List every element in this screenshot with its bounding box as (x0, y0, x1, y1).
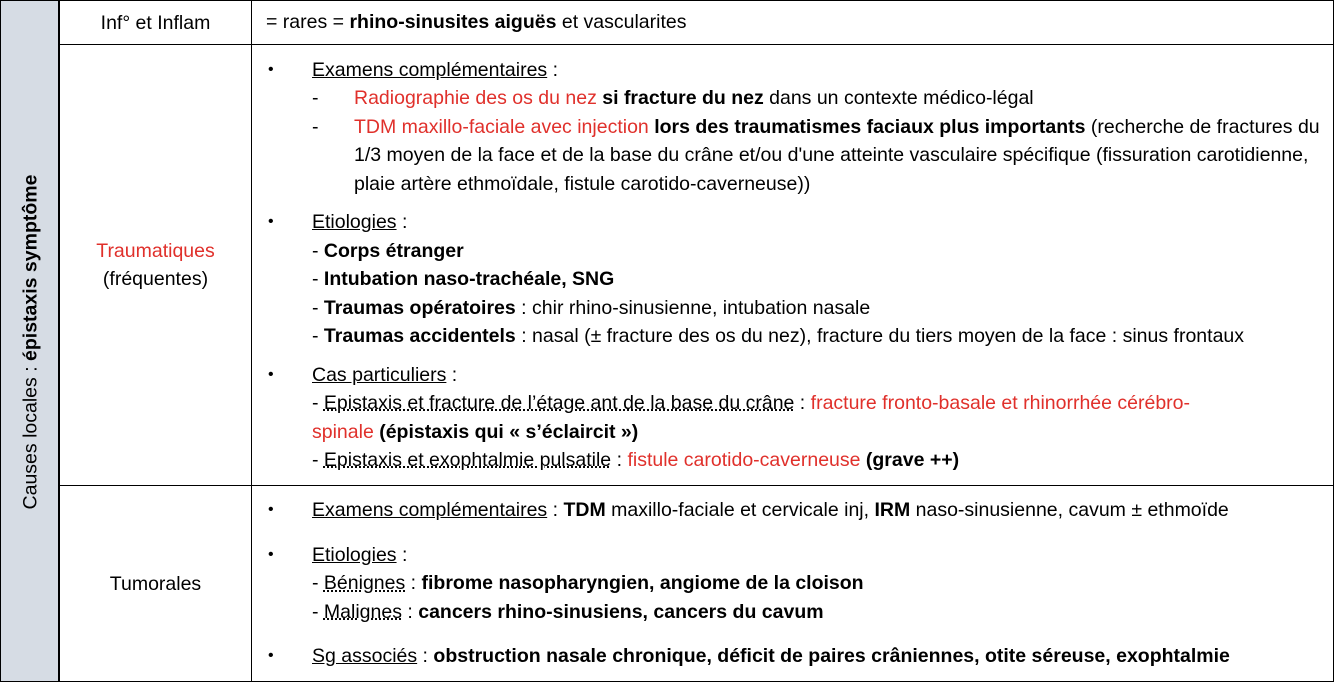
trauma-exam-1 (312, 84, 1329, 113)
dash: - (312, 296, 319, 319)
tumor-benign-bold: fibrome nasopharyngien, angiome de la cloison (421, 572, 864, 595)
row-traumatic (60, 45, 1334, 486)
tumor-malignant-bold: cancers rhino-sinusiens, cancers du cavum (418, 600, 824, 623)
colon: : (396, 543, 408, 566)
trauma-etio1: Corps étranger (323, 239, 464, 262)
infl-post: et vascularites (556, 11, 687, 34)
cell-infl-content (252, 1, 1334, 45)
dash: - (312, 268, 319, 290)
side-label (20, 175, 43, 510)
trauma-etio4-post: : nasal (± fracture des os du nez), fracture du tiers moyen de la face : sinus frontaux (515, 325, 1245, 347)
colon: : (547, 58, 559, 81)
trauma-etio-head: Etiologies (312, 211, 397, 233)
dash: - (312, 115, 319, 138)
bullet-icon: • (268, 60, 274, 78)
tumor-benign-label: Bénignes (323, 572, 406, 595)
trauma-cas1-red: fracture fronto-basale et rhinorrhée cérébro- (810, 392, 1191, 414)
tumor-exams (266, 496, 1329, 525)
trauma-exam1-bold: si fracture du nez (596, 87, 764, 109)
cell-tumor-content (252, 486, 1334, 682)
tumor-malignant-label: Malignes (323, 600, 402, 623)
trauma-etio3-post: : chir rhino-sinusienne, intubation nasale (515, 296, 871, 319)
cell-tumor-label (60, 486, 252, 682)
bullet-icon: • (268, 501, 274, 519)
trauma-cas1-dotted: Epistaxis et fracture de l’étage ant de la base du crâne (323, 392, 795, 414)
dash: - (312, 325, 319, 347)
tumor-exam-b2: IRM (874, 499, 911, 522)
tumor-label: Tumorales (109, 572, 202, 595)
tumor-etio-head: Etiologies (312, 543, 397, 566)
trauma-exam-2 (312, 113, 1329, 199)
trauma-etio2: Intubation naso-trachéale, SNG (323, 268, 615, 290)
row-tumoral (60, 486, 1334, 682)
cell-infl-label (60, 1, 252, 45)
trauma-exam2-bold: lors des traumatismes faciaux plus importants (648, 115, 1086, 138)
infl-label: Inf° et Inflam (100, 11, 211, 34)
trauma-cas1-bold: (épistaxis qui « s’éclaircit ») (379, 420, 639, 443)
trauma-cas2-bold: (grave ++) (865, 449, 960, 471)
tumor-exam-head: Examens complémentaires (312, 499, 548, 522)
colon: : (794, 392, 811, 414)
trauma-cas1-red2: spinale (312, 420, 374, 443)
side-header (0, 0, 59, 682)
dash: - (312, 87, 319, 109)
trauma-exams (266, 56, 1329, 199)
bullet-icon: • (268, 647, 274, 665)
cell-trauma-content (252, 45, 1334, 486)
row-inflammatory (60, 1, 1334, 45)
colon: : (446, 363, 458, 386)
trauma-exam1-post: dans un contexte médico-légal (763, 87, 1034, 109)
dash: - (312, 600, 319, 623)
colon: : (405, 572, 422, 595)
trauma-exam1-red: Radiographie des os du nez (354, 87, 597, 109)
trauma-sublabel: (fréquentes) (102, 268, 209, 290)
dash: - (312, 572, 319, 595)
bullet-icon: • (268, 365, 274, 383)
trauma-etio4-bold: Traumas accidentels (323, 325, 516, 347)
colon: : (417, 645, 434, 668)
colon: : (611, 449, 628, 471)
trauma-cas2-dotted: Epistaxis et exophtalmie pulsatile (323, 449, 612, 471)
tumor-signs (266, 642, 1329, 671)
trauma-exam2-red: TDM maxillo-faciale avec injection (354, 115, 649, 138)
side-label-bold: épistaxis symptôme (19, 174, 42, 361)
tumor-exam-t2: naso-sinusienne, cavum ± ethmoïde (910, 499, 1229, 522)
dash: - (312, 449, 319, 471)
trauma-cas-head: Cas particuliers (312, 363, 447, 386)
infl-bold: rhino-sinusites aiguës (349, 11, 557, 34)
trauma-cas2-red: fistule carotido-caverneuse (627, 449, 861, 471)
tumor-exam-b1: TDM (563, 499, 606, 522)
colon: : (401, 600, 419, 623)
tumor-etiologies (266, 541, 1329, 627)
infl-pre: = rares = (266, 11, 350, 34)
tumor-sg-head: Sg associés (312, 645, 418, 668)
tumor-sg-bold: obstruction nasale chronique, déficit de paires crâniennes, otite séreuse, exophtalmie (433, 645, 1230, 668)
cell-trauma-label (60, 45, 252, 486)
trauma-etio3-bold: Traumas opératoires (323, 296, 516, 319)
side-label-pre: Causes locales : (19, 360, 42, 510)
bullet-icon: • (268, 213, 274, 230)
dash: - (312, 392, 319, 414)
colon: : (547, 499, 564, 522)
trauma-etiologies (266, 208, 1329, 351)
bullet-icon: • (268, 545, 274, 563)
trauma-exam2-post: (recherche de fractures du 1/3 moyen de la face et de la base du crâne et/ou d'une atteinte vasculaire spécifique (fissuration carotidienne, plaie artère ethmoïdale, fistule carotido-caverneuse)) (354, 115, 1320, 195)
causes-table (59, 0, 1334, 682)
dash: - (312, 239, 319, 262)
trauma-exam-head: Examens complémentaires (312, 58, 548, 81)
colon: : (396, 211, 408, 233)
trauma-label: Traumatiques (96, 240, 215, 262)
trauma-cas (266, 361, 1329, 475)
tumor-exam-t1: maxillo-faciale et cervicale inj, (605, 499, 875, 522)
